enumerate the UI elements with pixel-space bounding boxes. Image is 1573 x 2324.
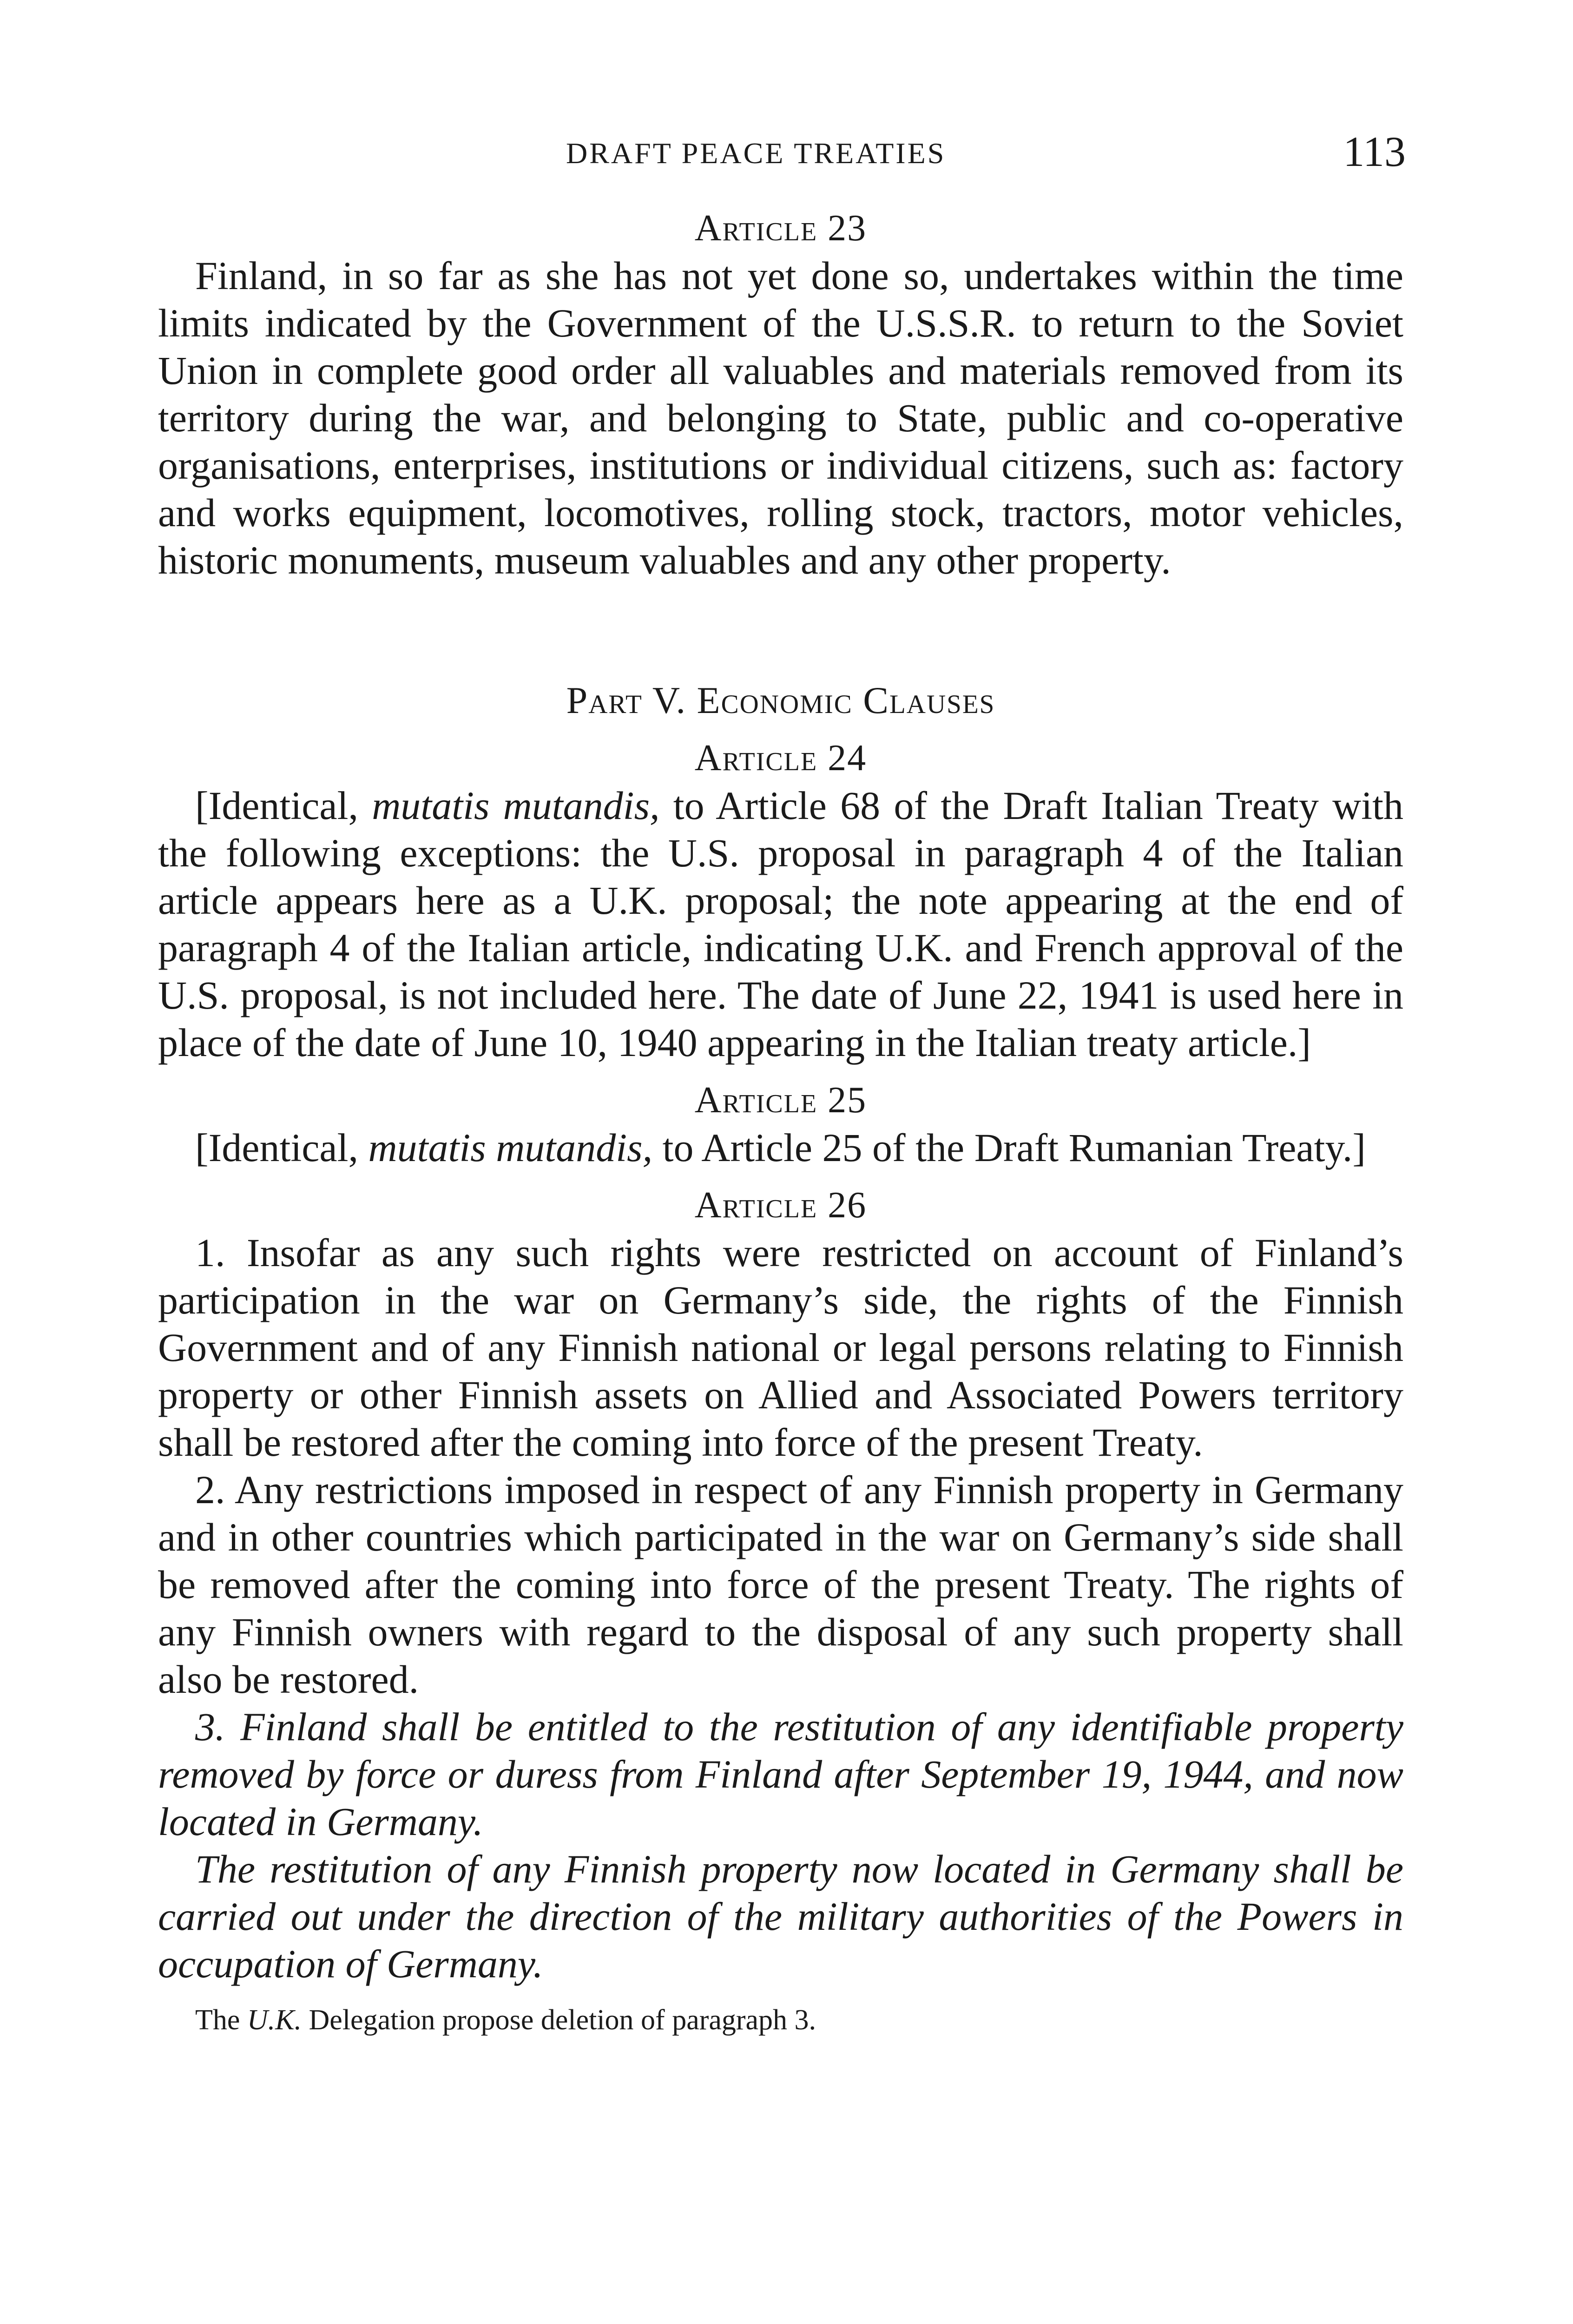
delegation-note (158, 2001, 1403, 2039)
article-24-text-pre: [Identical, (195, 783, 372, 828)
article-25-title: Article 25 (694, 1080, 867, 1121)
article-25-text-emphasis: mutatis mutandis, (368, 1125, 653, 1170)
article-23-title: Article 23 (694, 208, 867, 249)
delegation-note-emphasis: U.K. (247, 2004, 302, 2036)
page-number: 113 (1343, 128, 1406, 175)
article-23-text: Finland, in so far as she has not yet done so, undertakes within the time limits indicated by the Government of the U.S.S.R. to return to the Soviet Union in complete good order all valuables and materials removed from its territory during the war, and belonging to State, public and co-operative organisations, enterprises, institutions or individual citizens, such as: factory and works equipment, locomotives, rolling stock, tractors, motor vehicles, historic monuments, museum valuables and any other property. (158, 253, 1403, 582)
part-5-title: Part V. Economic Clauses (566, 679, 995, 721)
article-26-paragraph-3: 3. Finland shall be entitled to the restitution of any identifiable property removed by force or duress from Finland after September 19, 1944, and now located in Germany. (158, 1704, 1403, 1844)
article-26-paragraph-1: 1. Insofar as any such rights were restricted on account of Finland’s participation in the war on Germany’s side, the rights of the Finnish Government and of any Finnish national or legal persons relating to Finnish property or other Finnish assets on Allied and Associated Powers territory shall be restored after the coming into force of the present Treaty. (158, 1230, 1403, 1465)
article-24-text-emphasis: mutatis mutandis, (372, 783, 660, 828)
article-26-title: Article 26 (694, 1185, 867, 1226)
article-26-paragraph-2: 2. Any restrictions imposed in respect of any Finnish property in Germany and in other countries which participated in the war on Germany’s side shall be removed after the coming into force of the present Treaty. The rights of any Finnish owners with regard to the disposal of any such property shall also be restored. (158, 1467, 1403, 1702)
article-24-text-post: to Article 68 of the Draft Italian Treaty with the following exceptions: the U.S. proposal in paragraph 4 of the Italian article appears here as a U.K. proposal; the note appearing at the end of paragraph 4 of the Italian article, indicating U.K. and French approval of the U.S. proposal, is not included here. The date of June 22, 1941 is used here in place of the date of June 10, 1940 appearing in the Italian treaty article.] (158, 783, 1403, 1065)
article-24-text (158, 782, 1403, 1066)
delegation-note-post: Delegation propose deletion of paragraph 3. (302, 2004, 816, 2036)
document-body (158, 205, 1403, 2039)
article-26-paragraph-4: The restitution of any Finnish property now located in Germany shall be carried out under the direction of the military authorities of the Powers in occupation of Germany. (158, 1847, 1403, 1986)
delegation-note-pre: The (195, 2004, 247, 2036)
article-25-text (158, 1124, 1403, 1171)
article-25-text-post: to Article 25 of the Draft Rumanian Treaty.] (652, 1125, 1366, 1170)
article-25-text-pre: [Identical, (195, 1125, 369, 1170)
article-24-title: Article 24 (694, 738, 867, 779)
running-head: DRAFT PEACE TREATIES (566, 137, 946, 170)
